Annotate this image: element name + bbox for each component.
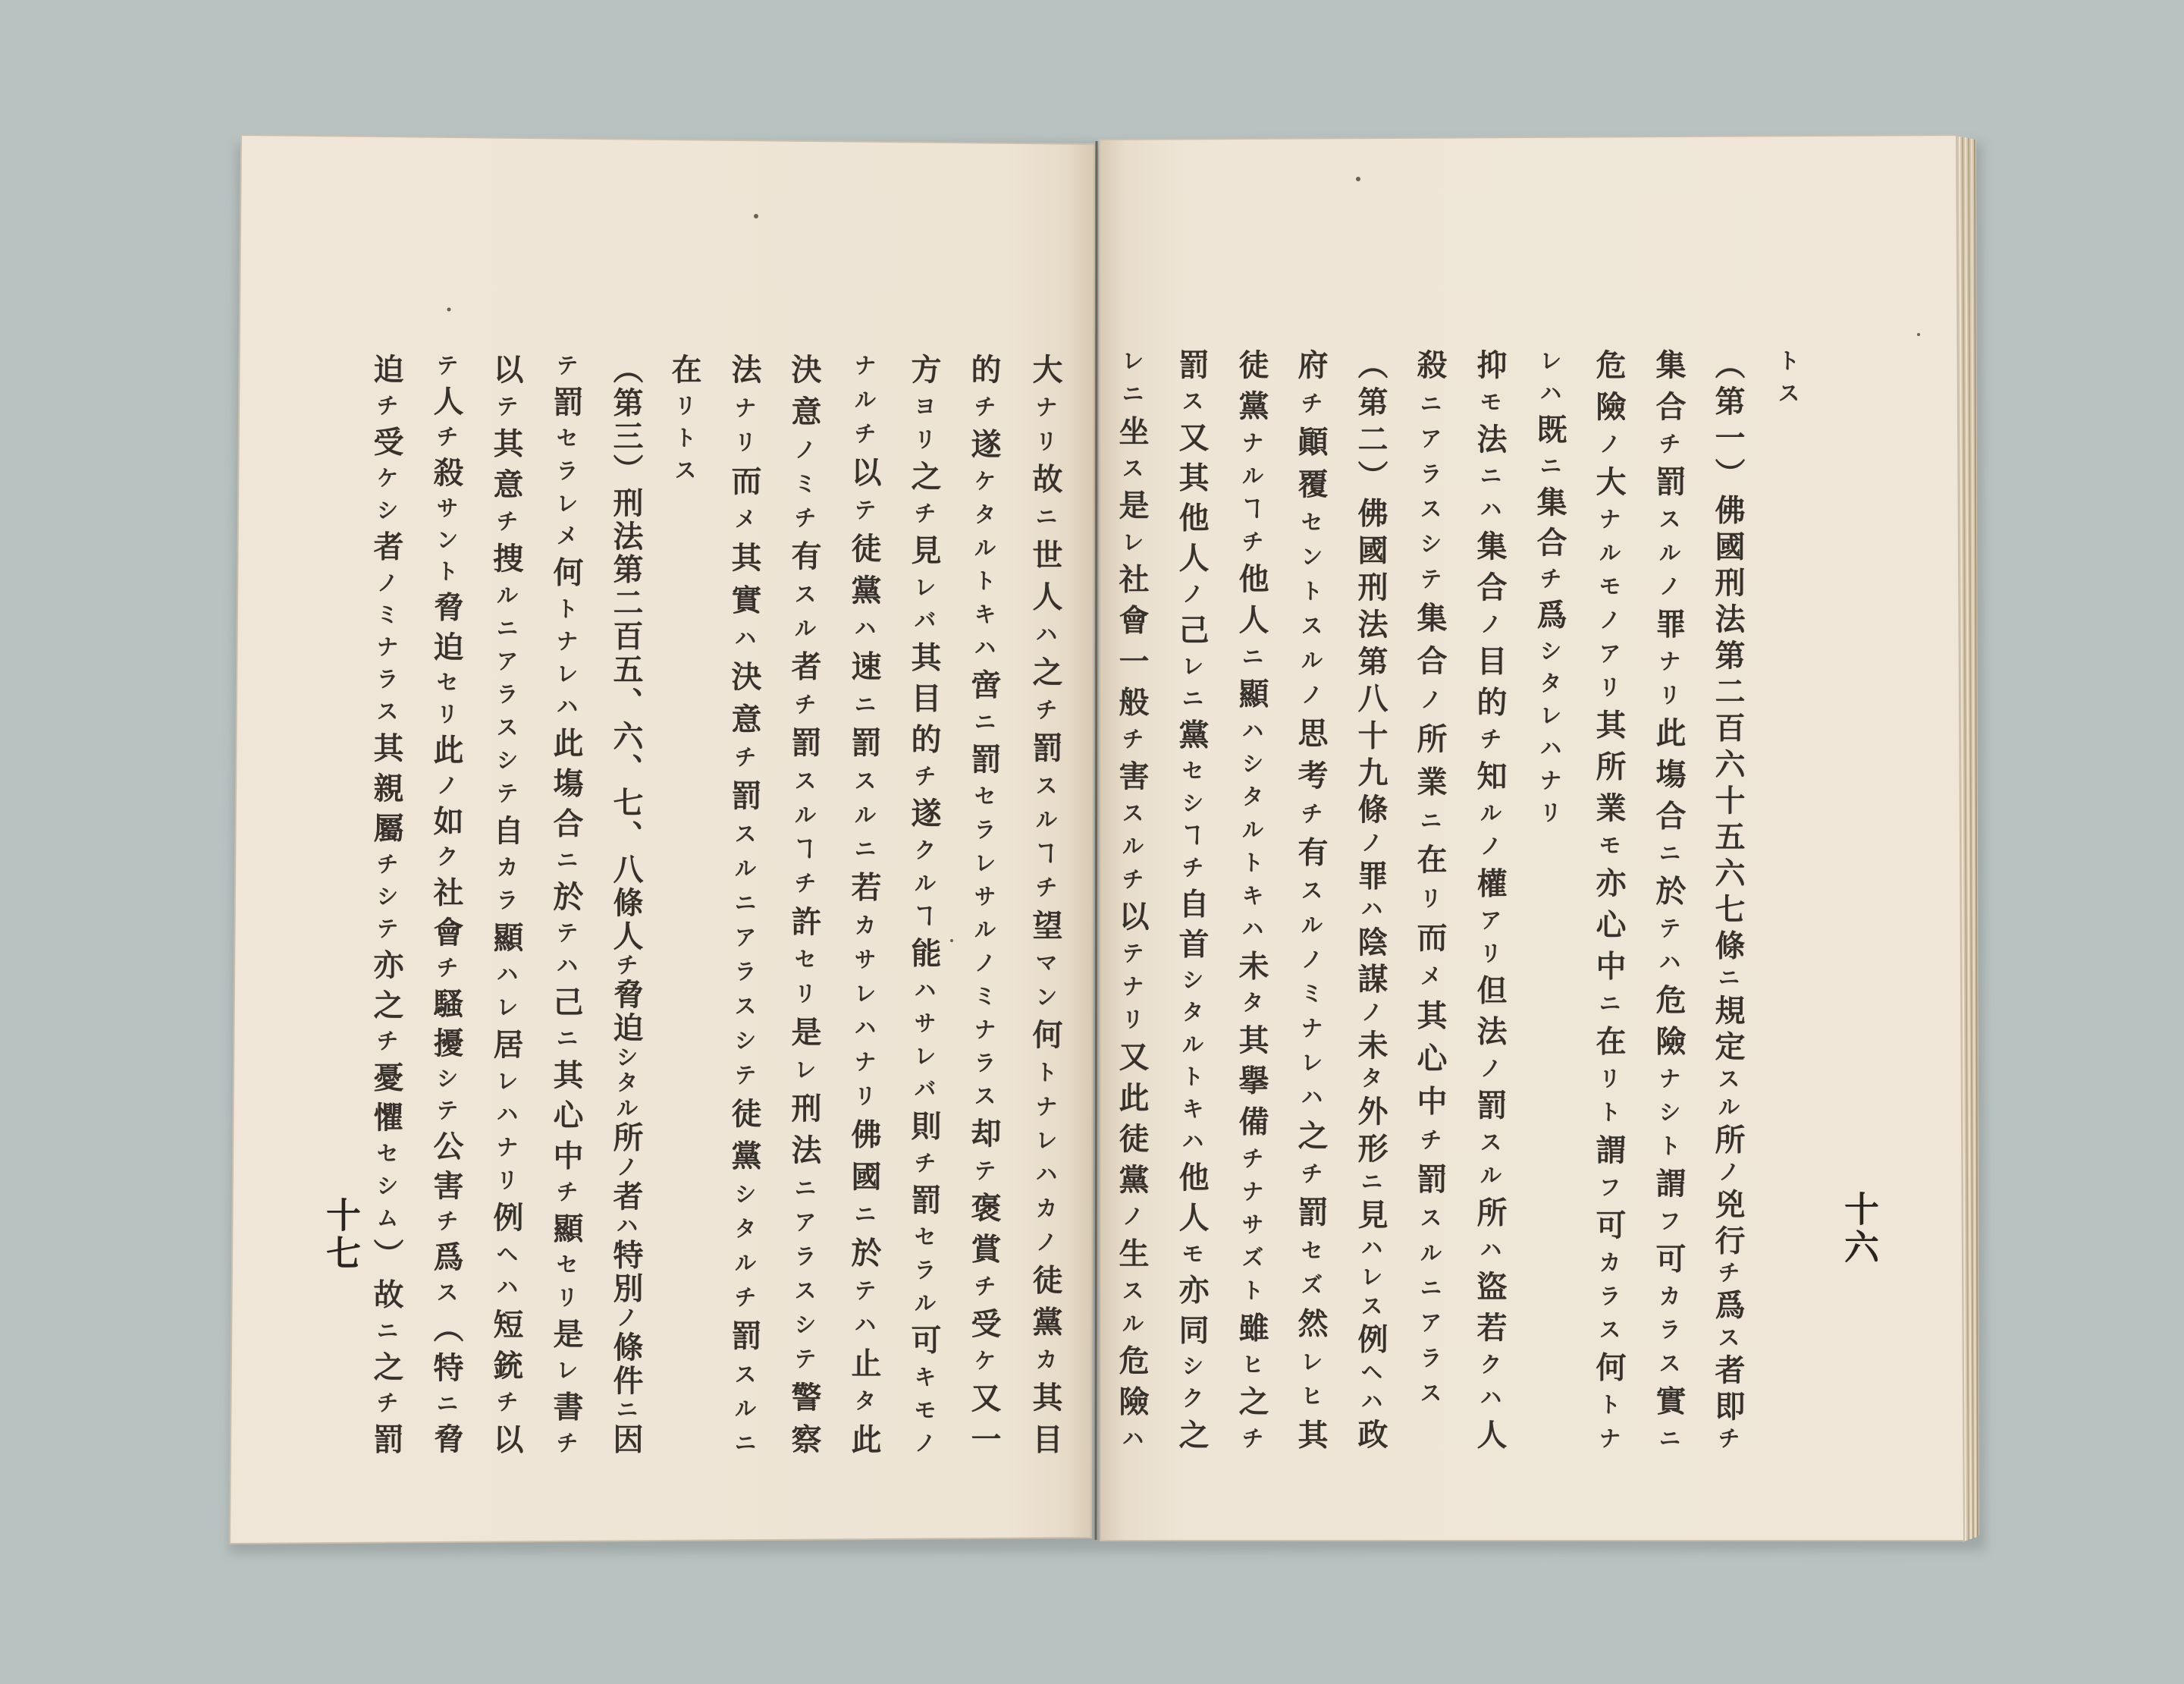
kana-run: シク — [1178, 1354, 1205, 1419]
kana-run: テ — [851, 498, 877, 533]
kana-run: ハ — [731, 626, 758, 661]
text-column: 殺ニアラスシテ集合ノ所業ニ在リ而メ其心中チ罰スルニアラス — [1412, 349, 1448, 1404]
kana-run: ク — [433, 844, 460, 877]
text-column: 在リトス — [667, 353, 702, 491]
kana-run: トナレハカノ — [1032, 1060, 1059, 1265]
kana-run: セリ — [553, 1252, 579, 1318]
kana-run: ヘハ — [1357, 1360, 1384, 1419]
kana-run: テ — [433, 353, 460, 385]
page-number: 十七 — [321, 1197, 362, 1273]
text-column: 法ナリ而メ其實ハ決意チ罰スルニアラスシテ徒黨シタルチ罰スルニ — [726, 353, 762, 1454]
kana-run: チ — [493, 1390, 519, 1424]
kana-run: レニ — [1178, 654, 1205, 719]
kana-run: スル — [1119, 1278, 1145, 1345]
kana-run: クルヿ — [911, 837, 937, 938]
kana-run: レハ — [1536, 349, 1563, 414]
kana-run: チ — [791, 692, 817, 727]
kana-run: スルノ — [1655, 507, 1682, 608]
kana-run: ス — [433, 1280, 460, 1312]
kana-run: テナリ — [1119, 941, 1145, 1041]
kana-run: カサレハナリ — [851, 913, 877, 1119]
kana-run: チナサズト — [1238, 1146, 1265, 1312]
kana-run: ケシ — [373, 466, 400, 531]
kana-run: タ — [1238, 991, 1265, 1024]
kana-run: レバ — [911, 575, 937, 642]
kana-run: セラル — [911, 1224, 937, 1324]
text-column: 大ナリ故ニ世人ハ之チ罰スルヿチ望マン何トナレハカノ徒黨カ其目 — [1028, 353, 1063, 1454]
kana-run: ノ — [433, 773, 460, 806]
kana-run: セリ — [433, 670, 460, 734]
kana-run: カラ — [493, 855, 519, 922]
text-column: 決意ノミチ有スル者チ罰スルヿチ許セリ是レ刑法ニアラスシテ警察 — [786, 353, 822, 1454]
text-column: レニ坐ス是レ社會一般チ害スルチ以テナリ又此徒黨ノ生スル危險ハ — [1114, 349, 1150, 1450]
kana-run: モ — [1476, 390, 1503, 423]
kana-run: ハ — [851, 616, 877, 651]
kana-run: ハレス — [1357, 1235, 1384, 1324]
text-column: 迫チ受ケシ者ノミナラス其親屬チシテ亦之チ憂懼セシム）故ニ之チ罰 — [369, 353, 404, 1454]
kana-run: ニ — [1655, 1426, 1682, 1450]
kana-run: ルノ — [1476, 801, 1503, 868]
kana-run: セラレサルノミナラス — [971, 784, 997, 1117]
text-column: テ人チ殺サント脅迫セリ此ノ如ク社會チ騷擾シテ公害チ爲ス（特ニ脅 — [428, 353, 464, 1454]
kana-run: ス — [1178, 388, 1205, 422]
kana-run: チ — [373, 1029, 400, 1062]
kana-run: ノ — [1476, 1056, 1503, 1090]
kana-run: ケタルトキハ — [971, 469, 997, 669]
kana-run: ニ — [971, 710, 997, 743]
kana-run: ハシタルトキハ — [1238, 718, 1265, 950]
kana-run: ナルモノアリ — [1596, 507, 1622, 709]
text-column: 抑モ法ニハ集合ノ目的チ知ルノ權アリ但法ノ罰スル所ハ盜若クハ人 — [1472, 349, 1508, 1450]
kana-run: シタル — [613, 1045, 639, 1122]
kana-run: ナリ — [731, 395, 758, 465]
kana-run: ニ — [613, 1397, 639, 1424]
kana-run: サント — [433, 496, 460, 592]
text-column: （第二）佛國刑法第八十九條ノ罪ハ陰謀ノ未タ外形ニ見ハレス例ヘハ政 — [1353, 349, 1389, 1450]
kana-run: タ — [1357, 1066, 1384, 1096]
kana-run: フ — [1655, 1208, 1682, 1243]
kana-run: チ — [911, 501, 937, 535]
text-column: 的チ遂ケタルトキハ啻ニ罰セラレサルノミナラス却テ褒賞チ受ケ又一 — [966, 353, 1002, 1454]
text-column: 集合チ罰スルノ罪ナリ此塲合ニ於テハ危險ナシト謂フ可カラス實ニ — [1651, 349, 1687, 1450]
kana-run: ノミナラス — [373, 570, 400, 732]
kana-run: トナ — [1596, 1393, 1622, 1450]
kana-run: ス — [1715, 1325, 1741, 1354]
kana-run: スルニ — [731, 1362, 758, 1454]
kana-run: ニ — [1032, 504, 1059, 539]
kana-run: リト — [1596, 1067, 1622, 1134]
kana-run: スルニ — [851, 768, 877, 872]
kana-run: ニ — [1655, 840, 1682, 875]
kana-run: ニ — [373, 1318, 400, 1351]
kana-run: チ — [493, 509, 519, 542]
text-column: 危險ノ大ナルモノアリ其所業モ亦心中ニ在リト謂フ可カラス何トナ — [1591, 349, 1627, 1450]
kana-run: スル — [1476, 1130, 1503, 1197]
kana-run: チ — [433, 425, 460, 457]
kana-run: レハナリ — [493, 1069, 519, 1202]
kana-run: ノ — [613, 1155, 639, 1180]
kana-run: ハ — [1032, 622, 1059, 657]
kana-run: チ — [971, 1274, 997, 1308]
kana-run: セシヿチ — [1178, 759, 1205, 888]
kana-run: ノミチ — [791, 437, 817, 540]
kana-run: ナルヿチ — [1238, 430, 1265, 564]
kana-run: チ — [1298, 801, 1324, 837]
kana-run: ナルチ — [851, 353, 877, 457]
kana-run: シテ — [433, 1067, 460, 1130]
kana-run: ニ — [851, 692, 877, 727]
kana-run: ナリ — [1032, 395, 1059, 463]
kana-run: アリ — [1476, 908, 1503, 975]
kana-run: テハ — [1655, 916, 1682, 984]
kana-run: ヘハ — [493, 1242, 519, 1309]
kana-run: チ — [731, 745, 758, 780]
kana-run: チ — [1417, 1127, 1443, 1164]
kana-run: ニ — [1238, 644, 1265, 678]
kana-run: ニ — [1596, 991, 1622, 1026]
kana-run: スルニアラスシテ — [731, 822, 758, 1098]
kana-run: シタルトキハ — [1178, 968, 1205, 1161]
kana-run: タ — [851, 1389, 877, 1424]
kana-run: メ — [731, 507, 758, 542]
kana-run: チ — [1238, 1426, 1265, 1450]
kana-run: ヨリ — [911, 394, 937, 460]
kana-run: ニ — [1417, 808, 1443, 844]
text-column: 以テ其意チ捜ルニアラスシテ自カラ顯ハレ居レハナリ例ヘハ短銃チ以 — [488, 353, 524, 1454]
kana-run: ヒ — [1238, 1353, 1265, 1386]
kana-run: レヒ — [1298, 1349, 1324, 1419]
kana-run: テ — [971, 1158, 997, 1192]
kana-run: ノ — [1417, 687, 1443, 723]
kana-run: チ — [911, 764, 937, 797]
kana-run: スルニアラス — [1417, 1205, 1443, 1404]
kana-run: ルニアラスシテ — [493, 583, 519, 815]
kana-run: ハ — [1119, 1426, 1145, 1450]
kana-run: チ — [1119, 727, 1145, 761]
kana-run: チシテ — [373, 852, 400, 949]
kana-run: スルノミナレハ — [1298, 878, 1324, 1120]
kana-run: チ — [613, 953, 639, 979]
kana-run: チ — [1715, 1261, 1741, 1290]
kana-run: フ — [1596, 1175, 1622, 1209]
text-column: レハ既ニ集合チ爲シタレハナリ — [1532, 349, 1567, 834]
kana-run: ノ — [1178, 581, 1205, 614]
text-column: テ罰セラレメ何トナレハ此塲合ニ於テハ己ニ其心中チ顯セリ是レ書チ — [548, 353, 584, 1454]
kana-run: リトス — [671, 394, 698, 491]
kana-run: チ — [1476, 727, 1503, 761]
kana-run: トス — [1774, 349, 1801, 414]
kana-run: チ — [1298, 1161, 1324, 1196]
kana-run: レ — [791, 1057, 817, 1092]
kana-run: シタレハナリ — [1536, 639, 1563, 834]
kana-run: リ — [1417, 886, 1443, 922]
kana-run: チ — [1298, 391, 1324, 426]
text-column: ナルチ以テ徒黨ハ速ニ罰スルニ若カサレハナリ佛國ニ於テハ止タ此 — [846, 353, 882, 1454]
kana-run: テ — [553, 353, 579, 386]
kana-run: セシム — [373, 1141, 400, 1239]
kana-run: ナシト — [1655, 1067, 1682, 1168]
kana-run: ニ — [1715, 966, 1741, 994]
kana-run: チ — [553, 1431, 579, 1454]
kana-run: ハ — [1357, 897, 1384, 926]
kana-run: チ — [1032, 698, 1059, 732]
kana-run: キモノ — [911, 1365, 937, 1453]
kana-run: チ — [1536, 566, 1563, 599]
text-column: 徒黨ナルヿチ他人ニ顯ハシタルトキハ未タ其擧備チナサズト雖ヒ之チ — [1234, 349, 1269, 1450]
kana-run: テハ — [851, 1278, 877, 1347]
kana-run: ニハ — [1476, 463, 1503, 530]
kana-run: ニ — [553, 847, 579, 881]
kana-run: マン — [1032, 950, 1059, 1020]
kana-run: ニ — [1536, 454, 1563, 486]
text-column: （第一）佛國刑法第二百六十五六七條ニ規定スル所ノ兇行チ爲ス者即チ — [1710, 349, 1746, 1450]
kana-run: カラス — [1655, 1283, 1682, 1385]
kana-run: ノ — [1476, 611, 1503, 646]
text-column: （第三）刑法第二百五、六、七、八條人チ脅迫シタル所ノ者ハ特別ノ條件ニ因 — [608, 353, 644, 1454]
kana-run: スル — [1715, 1067, 1741, 1124]
kana-run: チ — [1655, 432, 1682, 466]
kana-run: モ — [1178, 1241, 1205, 1274]
kana-run: クハ — [1476, 1352, 1503, 1419]
kana-run: モ — [1596, 833, 1622, 867]
kana-run: スル — [791, 582, 817, 651]
kana-run: ノ — [1596, 432, 1622, 466]
kana-run: レニ — [1119, 349, 1145, 416]
text-column: 罰ス又其他人ノ己レニ黨セシヿチ自首シタルトキハ他人モ亦同シク之 — [1174, 349, 1210, 1450]
kana-run: ノ — [1357, 1000, 1384, 1029]
page-number: 十六 — [1839, 1191, 1880, 1267]
kana-run: ノ — [1715, 1159, 1741, 1189]
kana-run: ハレ — [493, 962, 519, 1029]
kana-run: ニ — [1357, 1169, 1384, 1199]
kana-run: ハ — [1476, 1237, 1503, 1271]
kana-run: ニ — [553, 1026, 579, 1059]
kana-run: チ — [433, 955, 460, 988]
kana-run: トナレハ — [553, 596, 579, 727]
kana-run: チ — [433, 1209, 460, 1241]
kana-run: メ — [1417, 964, 1443, 1000]
kana-run: チ — [373, 1390, 400, 1424]
kana-run: スルヿチ — [1032, 773, 1059, 910]
kana-run: ナリ — [1655, 649, 1682, 717]
kana-run: シタルチ — [731, 1182, 758, 1320]
kana-run: ニアラスシテ — [1417, 391, 1443, 602]
kana-run: チ — [553, 1180, 579, 1213]
kana-run: レ — [553, 1358, 579, 1391]
kana-run: ノ — [1119, 1204, 1145, 1238]
kana-run: スルヿチ — [791, 768, 817, 906]
kana-run: テ — [493, 394, 519, 428]
kana-run: セリ — [791, 947, 817, 1016]
kana-run: セズ — [1298, 1238, 1324, 1308]
kana-run: スルチ — [1119, 801, 1145, 900]
kana-run: チ — [911, 1151, 937, 1184]
kana-run: カラス — [1596, 1250, 1622, 1352]
kana-run: チ — [373, 393, 400, 426]
kana-run: セントスルノ — [1298, 510, 1324, 718]
kana-run: ニアラスシテ — [791, 1176, 817, 1381]
kana-run: ニ — [433, 1391, 460, 1424]
kana-run: ニ — [851, 1202, 877, 1237]
kana-run: チ — [1715, 1426, 1741, 1450]
kana-run: レ — [1119, 529, 1145, 564]
text-column: 方ヨリ之チ見レバ其目的チ遂クルヿ能ハサレバ則チ罰セラル可キモノ — [906, 353, 942, 1453]
kana-run: テハ — [553, 920, 579, 986]
kana-run: ケ — [971, 1348, 997, 1382]
kana-run: ノ — [1357, 830, 1384, 860]
kana-run: セラレメ — [553, 426, 579, 557]
kana-run: カ — [1032, 1347, 1059, 1381]
kana-run: チ — [971, 394, 997, 429]
kana-run: ハ — [613, 1213, 639, 1239]
kana-run: ハサレバ — [911, 978, 937, 1111]
kana-run: ス — [1119, 456, 1145, 489]
kana-run: ノ — [613, 1305, 639, 1331]
text-column: 府チ顚覆セントスルノ思考チ有スルノミナレハ之チ罰セズ然レヒ其 — [1293, 349, 1329, 1450]
